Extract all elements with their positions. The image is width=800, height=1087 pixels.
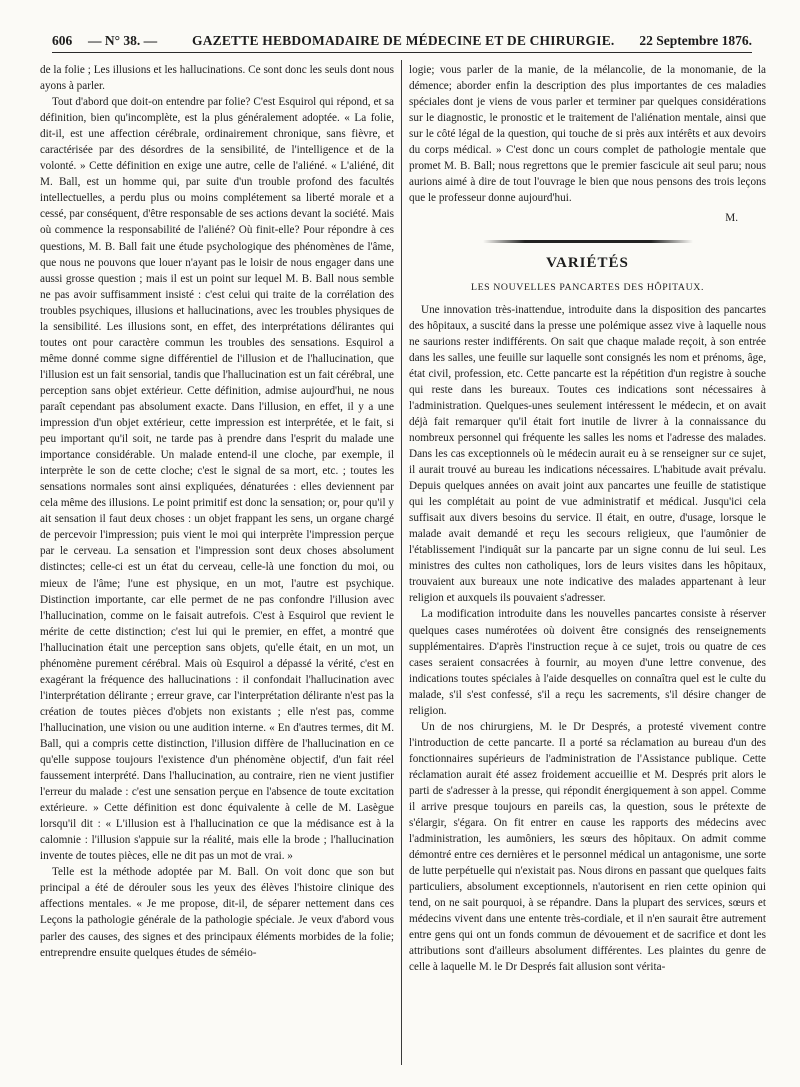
author-signature: M. — [725, 212, 738, 225]
page-number: 606 — [52, 33, 73, 48]
journal-title: GAZETTE HEBDOMADAIRE DE MÉDECINE ET DE CHIRURGIE. — [192, 33, 615, 48]
paragraph: Tout d'abord que doit-on entendre par folie? C'est Esquirol qui répond, et sa définition, bien qu'incomplète, est la plus généralement adoptée. « La folie, dit-il, est une affection cérébrale, ordinairement chronique, sans fièvre, et caractérisée par des désordres de la sensibilité, de l'intelligence et de la volonté. » Cette définition en exige une autre, celle de l'aliéné. « L'aliéné, dit M. Ball, est un homme qui, par suite d'un trouble profond des facultés intellectuelles, a perdu plus ou moins complétement sa liberté morale et a cessé, par conséquent, d'être responsable de ses actions devant la société. Mais où commence la responsabilité de l'aliéné? Où finit-elle? Pour répondre à ces questions, M. B. Ball fait une étude psychologique des phénomènes de l'âme, que nous ne pouvons que louer n'ayant pas le loisir de nous engager dans une aussi grosse question ; mais il est un point sur lequel M. B. Ball nous semble ne pas avoir suffisamment insisté : c'est celui qui traite de la corrélation des troubles psychiques, illusions et hallucinations, avec les troubles physiques de la sensibilité. Les illusions sont, en effet, des interprétations délirantes qui toutes ont pour caractère commun les troubles des sensations. Esquirol a même donné comme signe différentiel de l'illusion et de l'hallucination, que l'illusion est un fait sensorial, tandis que l'hallucination est un fait cérébral, une perception sans objet extérieur. Cette définition, admise aujourd'hui, ne nous paraît cependant pas absolument exacte. Dans l'illusion, en effet, il y a une impression d'un objet extérieur, cette impression est interprétée, et le fait, si peu important qu'il soit, ne tarde pas à prendre dans l'esprit du malade une importance considérable. Un malade entend-il une cloche, par exemple, il interprète le son de cette cloche; c'est le signal de sa mort, etc. ; toutes les sensations normales sont ainsi expliquées, dénaturées : elles deviennent par cela même des illusions. Le point primitif est donc la sensation; or, pour qu'il y ait sensation il faut deux choses : un objet frappant les sens, un organe chargé de percevoir l'impression; puis vient le moi qui interprète l'impression perçue par le cerveau. La sensation et l'impression sont deux choses absolument distinctes; celle-ci est un état du cerveau, celle-là une fonction du moi, ou mieux de l'âme; l'une est physique, en un mot, l'autre est psychique. Distinction importante, car elle permet de ne pas confondre l'illusion avec l'hallucination, comme on le faisait autrefois. C'est à Esquirol que revient le mérite de cette distinction; c'est lui qui le premier, en effet, a montré que l'hallucination était une perception sans objets, qu'elle était, en un mot, un phénomène purement cérébral. Mais où Esquirol a dépassé la vérité, c'est en exagérant la fréquence des hallucinations : il confondait l'hallucination avec l'interprétation délirante ; erreur grave, car l'interprétation délirante n'est pas la création de toutes pièces d'objets non existants ; elle n'est pas, comme l'hallucination, une vision ou une audition interne. « En d'autres termes, dit M. Ball, qui a compris cette distinction, l'illusion diffère de l'hallucination en ce qu'elle suppose toujours l'existence d'un phénomène objectif, d'un fait réel faussement interprété. Dans l'hallucination, au contraire, rien ne vient justifier l'erreur du malade : c'est une sensation perçue en l'absence de toute excitation extérieure. » Cette définition est donc équivalente à celle de M. Lasègue lorsqu'il dit : « L'illusion est à l'hallucination ce que la médisance est à la calomnie : l'illusion s'appuie sur la réalité, mais elle la brode ; l'hallucination invente de toutes pièces, elle ne dit pas un mot de vrai. » — [40, 96, 394, 863]
paragraph: La modification introduite dans les nouvelles pancartes consiste à réserver quelques cases numérotées où doivent être consignés des renseignements supplémentaires. D'après l'instruction reçue à ce sujet, trois ou quatre de ces cases seraient consacrées à fournir, au moyen d'une lettre convenue, des indications toutes spéciales à l'aide desquelles on connaîtra quel est le culte du malade, s'il s'est confessé, s'il a reçu les sacrements, s'il désire changer de religion. — [409, 608, 766, 717]
paragraph: Un de nos chirurgiens, M. le Dr Després, a protesté vivement contre l'introduction de cette pancarte. Il a porté sa réclamation au bureau d'un des fonctionnaires supérieurs de l'administration de l'Assistance publique. Cette réclamation aurait été assez froidement accueillie et M. Després prit alors le parti de s'adresser à la presse, qui répondit énergiquement à son appel. Comme il arrive presque toujours en pareils cas, la question, sous le prétexte de s'élargir, s'égara. On fit entrer en cause les rapports des médecins avec l'administration, les aumôniers, les sœurs des hôpitaux. On admit comme démontré entre ces dernières et le personnel médical un antagonisme, une sorte de lutte perpétuelle qui n'existait pas. Nous dirons en passant que quelques faits particuliers, absolument exceptionnels, n'autorisent en rien cette opinion qui tend, on ne sait pourquoi, à se répandre. Dans la plupart des services, sœurs et médecins vivent dans une entente très-cordiale, et il n'en saurait être autrement entre gens qui ont un fonds commun de dévouement et de sacrifice et dont les attributions sont d'ailleurs absolument différentes. Les plaintes du genre de celle à laquelle M. le Dr Després fait allusion sont vérita- — [409, 720, 766, 974]
column-divider — [401, 60, 402, 1065]
paragraph: Telle est la méthode adoptée par M. Ball. On voit donc que son but principal a été de dérouler sous les yeux des élèves l'histoire clinique des affections mentales. « Je me propose, dit-il, de séparer nettement dans ces Leçons la pathologie générale de la pathologie spéciale. Je veux d'abord vous parler des causes, des signes et des principaux éléments morbides de la folie; entreprendre ensuite quelques études de séméio- — [40, 866, 394, 959]
paragraph: Une innovation très-inattendue, introduite dans la disposition des pancartes des hôpitaux, a suscité dans la presse une polémique assez vive à laquelle nous ne saurions rester indifférents. On sait que chaque malade reçoit, à son entrée dans les salles, une feuille sur laquelle sont consignés les nom et prénoms, âge, état civil, profession, etc. Cette pancarte est la répétition d'un registre à souche qui reste dans les bureaux. Toutes ces indications sont nécessaires à l'administration. Quelques-unes seulement intéressent le médecin, et on avait déjà fait remarquer qu'il était fort inutile de livrer à la connaissance du nombreux personnel qui fréquente les salles les noms et l'adresse des malades. Dans les cas exceptionnels où le médecin aurait eu à se renseigner sur ce sujet, il aurait trouvé au bureau les indications nécessaires. L'habitude avait prévalu. Depuis quelques années on avait joint aux pancartes une feuille de statistique qui les complétait au point de vue administratif et médical. Jusqu'ici cela suffisait aux divers besoins du service. Il était, en outre, d'usage, lorsque le malade avait demandé et reçu les secours religieux, que l'aumônier de l'établissement l'indiquât sur la pancarte par un signe connu de lui seul. Les ministres des cultes non catholiques, lors de leurs visites dans les hôpitaux, trouvaient aux bureaux une note indicative des malades appartenant à leur religion et auxquels ils pouvaient s'adresser. — [409, 303, 766, 605]
page-header — [52, 30, 752, 53]
paragraph: logie; vous parler de la manie, de la mélancolie, de la monomanie, de la démence; aborder enfin la description des plus importantes de ces maladies spéciales dont je viens de vous parler et terminer par quelques considérations sur le diagnostic, le pronostic et le traitement de l'aliénation mentale, ainsi que sur le côté légal de la question, qui touche de si près aux intérêts et aux devoirs du corps médical. » C'est donc un cours complet de pathologie mentale que promet M. B. Ball; nous regrettons que le premier fascicule ait seul paru; nous aurions aimé à dire de tout l'ouvrage le bien que nous pensons des trois leçons que le professeur donne aujourd'hui. — [409, 64, 766, 205]
paragraph: de la folie ; Les illusions et les hallucinations. Ce sont donc les seuls dont nous ayons à parler. — [40, 64, 394, 93]
right-column — [409, 62, 766, 1072]
issue-number: — N° 38. — — [88, 33, 158, 48]
issue-date: 22 Septembre 1876. — [639, 33, 752, 48]
left-column — [40, 62, 394, 1072]
article-title: LES NOUVELLES PANCARTES DES HÔPITAUX. — [470, 281, 704, 293]
section-title: VARIÉTÉS — [546, 255, 629, 272]
section-separator — [483, 240, 693, 243]
